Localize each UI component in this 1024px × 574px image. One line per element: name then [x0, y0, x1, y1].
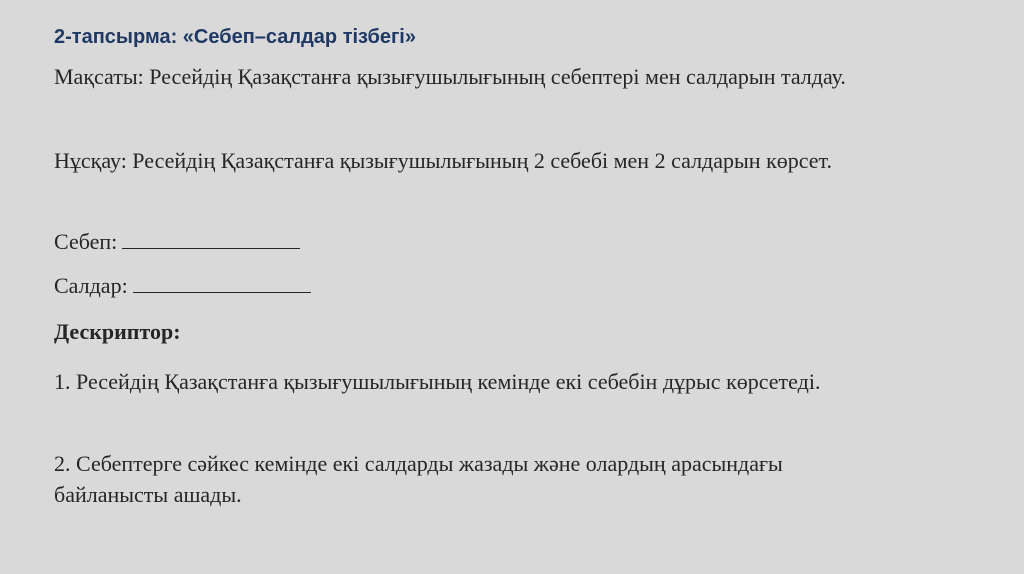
effect-label: Салдар:	[54, 273, 128, 298]
task-title: 2-тапсырма: «Себеп–салдар тізбегі»	[54, 26, 416, 48]
cause-blank-line	[122, 226, 300, 249]
instruction-text: Нұсқау: Ресейдің Қазақстанға қызығушылығының 2 себебі мен 2 салдарын көрсет.	[54, 148, 833, 173]
effect-row	[54, 270, 974, 301]
descriptor-item-2: 2. Себептерге сәйкес кемінде екі салдарды жазады және олардың арасындағы байланысты ашады.	[54, 451, 783, 507]
cause-label: Себеп:	[54, 229, 118, 254]
effect-blank-line	[133, 270, 311, 293]
descriptor-item-1: 1. Ресейдің Қазақстанға қызығушылығының кемінде екі себебін дұрыс көрсетеді.	[54, 369, 821, 394]
goal-text: Мақсаты: Ресейдің Қазақстанға қызығушылығының себептері мен салдарын талдау.	[54, 64, 846, 89]
descriptor-heading: Дескриптор:	[54, 319, 181, 344]
cause-row	[54, 226, 974, 257]
